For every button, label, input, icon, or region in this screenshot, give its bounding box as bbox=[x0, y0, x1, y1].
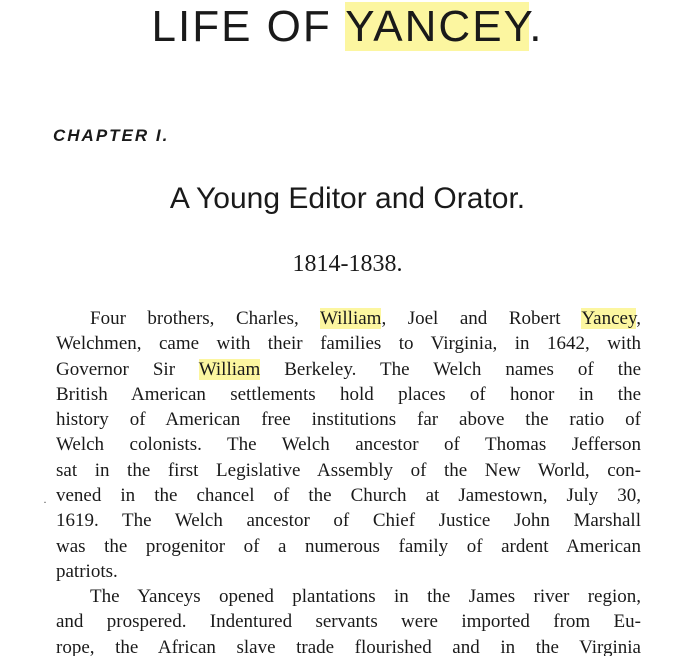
text-line: sat in the first Legislative Assembly of the New World, con- bbox=[56, 459, 641, 481]
title-suffix: . bbox=[529, 2, 544, 51]
title-highlight: YANCEY bbox=[345, 2, 530, 51]
text-segment: Four brothers, Charles, bbox=[90, 308, 320, 329]
paragraph-1 bbox=[56, 306, 641, 584]
text-line bbox=[56, 306, 641, 331]
text-line: was the progenitor of a numerous family of ardent American bbox=[56, 535, 641, 557]
page-title bbox=[0, 2, 695, 52]
highlight-william: William bbox=[198, 358, 261, 380]
margin-mark: · bbox=[43, 495, 47, 509]
text-line: British American settlements hold places of honor in the bbox=[56, 383, 641, 405]
text-line: patriots. bbox=[56, 560, 118, 582]
text-line: The Yanceys opened plantations in the James river region, bbox=[90, 586, 641, 607]
text-segment: , bbox=[636, 308, 641, 329]
text-line bbox=[56, 357, 641, 382]
text-segment: Berkeley. The Welch names of the bbox=[260, 358, 641, 380]
text-segment: , Joel and Robert bbox=[381, 308, 582, 329]
highlight-william: William bbox=[319, 308, 382, 329]
text-line: history of American free institutions far above the ratio of bbox=[56, 409, 641, 431]
text-line: and prospered. Indentured servants were imported from Eu- bbox=[56, 611, 641, 633]
chapter-years: 1814-1838. bbox=[292, 251, 403, 277]
highlight-yancey: Yancey bbox=[581, 308, 637, 329]
text-line: 1619. The Welch ancestor of Chief Justice John Marshall bbox=[56, 510, 641, 532]
text-segment: Governor Sir bbox=[56, 358, 199, 380]
title-prefix: LIFE OF bbox=[151, 2, 346, 51]
chapter-label: CHAPTER I. bbox=[53, 126, 170, 145]
text-line: Welch colonists. The Welch ancestor of Thomas Jefferson bbox=[56, 434, 641, 456]
paragraph-2 bbox=[56, 584, 641, 656]
text-line: vened in the chancel of the Church at Jamestown, July 30, bbox=[56, 485, 641, 507]
text-line: rope, the African slave trade flourished and in the Virginia bbox=[56, 636, 641, 656]
chapter-title: A Young Editor and Orator. bbox=[169, 182, 526, 215]
text-line: Welchmen, came with their families to Virginia, in 1642, with bbox=[56, 333, 641, 355]
